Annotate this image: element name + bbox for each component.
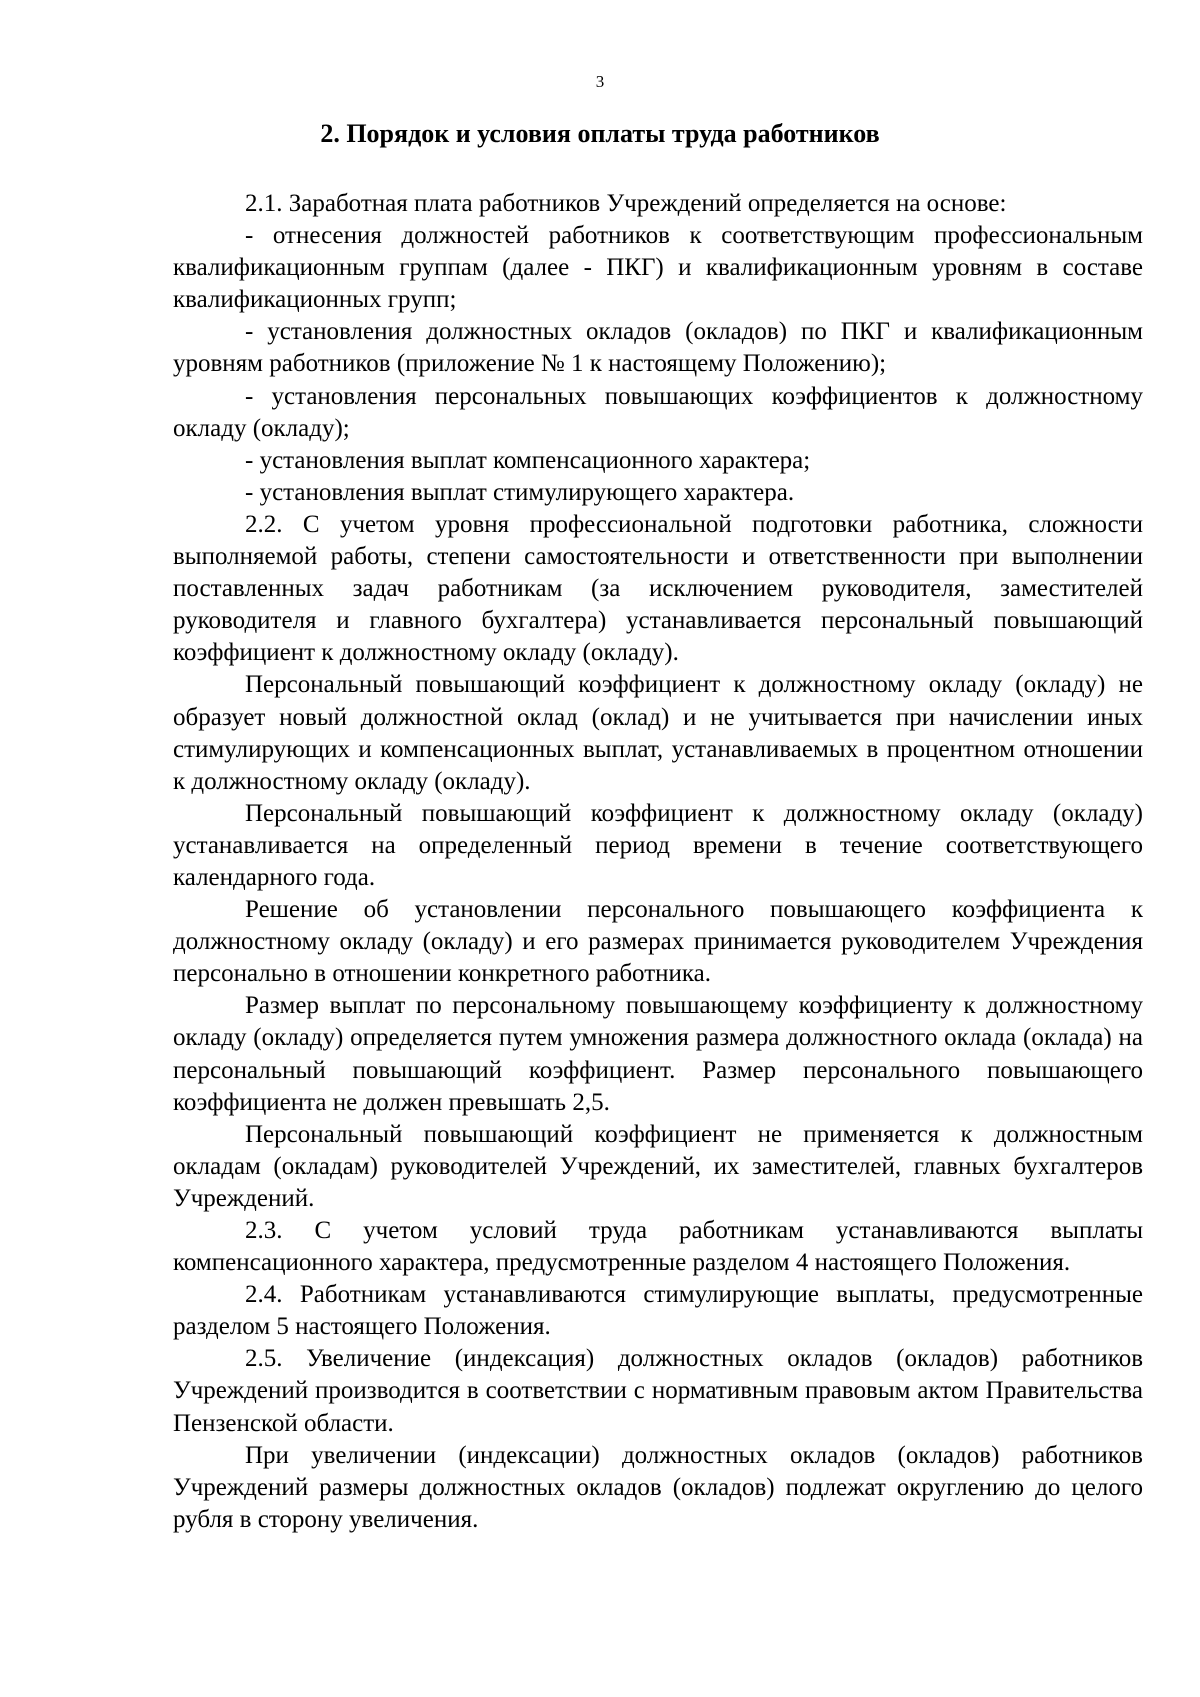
paragraph-coefficient-not-new-salary: Персональный повышающий коэффициент к должностному окладу (окладу) не образует новый должностной оклад (оклад) и не учитывается при начислении иных стимулирующих и компенсационных выплат, устанавливаемых в процентном отношении к должностному окладу (окладу).	[173, 671, 1143, 795]
paragraph-coefficient-size: Размер выплат по персональному повышающему коэффициенту к должностному окладу (окладу) определяется путем умножения размера должностного оклада (оклада) на персональный повышающий коэффициент. Размер персонального повышающего коэффициента не должен превышать 2,5.	[173, 992, 1143, 1116]
paragraph-2-3: 2.3. С учетом условий труда работникам устанавливаются выплаты компенсационного характера, предусмотренные разделом 4 настоящего Положения.	[173, 1217, 1143, 1277]
paragraph-list-item-stimulating: - установления выплат стимулирующего характера.	[245, 478, 795, 506]
paragraph-list-item-pkg: - отнесения должностей работников к соответствующим профессиональным квалификационным группам (далее - ПКГ) и квалификационным уровням в составе квалификационных групп;	[173, 222, 1143, 314]
paragraph-indexation-rounding: При увеличении (индексации) должностных окладов (окладов) работников Учреждений размеры должностных окладов (окладов) подлежат округлению до целого рубля в сторону увеличения.	[173, 1441, 1143, 1533]
paragraph-list-item-coefficients: - установления персональных повышающих коэффициентов к должностному окладу (окладу);	[173, 382, 1143, 442]
body-text	[173, 188, 1143, 1536]
paragraph-2-4: 2.4. Работникам устанавливаются стимулирующие выплаты, предусмотренные разделом 5 настоящего Положения.	[173, 1281, 1143, 1341]
paragraph-coefficient-decision: Решение об установлении персонального повышающего коэффициента к должностному окладу (окладу) и его размерах принимается руководителем Учреждения персонально в отношении конкретного работника.	[173, 896, 1143, 988]
paragraph-list-item-compensation: - установления выплат компенсационного характера;	[245, 446, 811, 474]
section-title: 2. Порядок и условия оплаты труда работников	[320, 119, 880, 148]
paragraph-2-2: 2.2. С учетом уровня профессиональной подготовки работника, сложности выполняемой работы, степени самостоятельности и ответственности при выполнении поставленных задач работникам (за исключением руководителя, заместителей руководителя и главного бухгалтера) устанавливается персональный повышающий коэффициент к должностному окладу (окладу).	[173, 510, 1143, 667]
paragraph-2-1: 2.1. Заработная плата работников Учреждений определяется на основе:	[245, 190, 1007, 217]
paragraph-2-5: 2.5. Увеличение (индексация) должностных окладов (окладов) работников Учреждений производится в соответствии с нормативным правовым актом Правительства Пензенской области.	[173, 1345, 1143, 1437]
paragraph-coefficient-not-applied: Персональный повышающий коэффициент не применяется к должностным окладам (окладам) руководителей Учреждений, их заместителей, главных бухгалтеров Учреждений.	[173, 1120, 1143, 1212]
paragraph-list-item-salaries: - установления должностных окладов (окладов) по ПКГ и квалификационным уровням работников (приложение № 1 к настоящему Положению);	[173, 318, 1143, 378]
paragraph-coefficient-period: Персональный повышающий коэффициент к должностному окладу (окладу) устанавливается на определенный период времени в течение соответствующего календарного года.	[173, 799, 1143, 891]
page-number: 3	[595, 72, 605, 91]
